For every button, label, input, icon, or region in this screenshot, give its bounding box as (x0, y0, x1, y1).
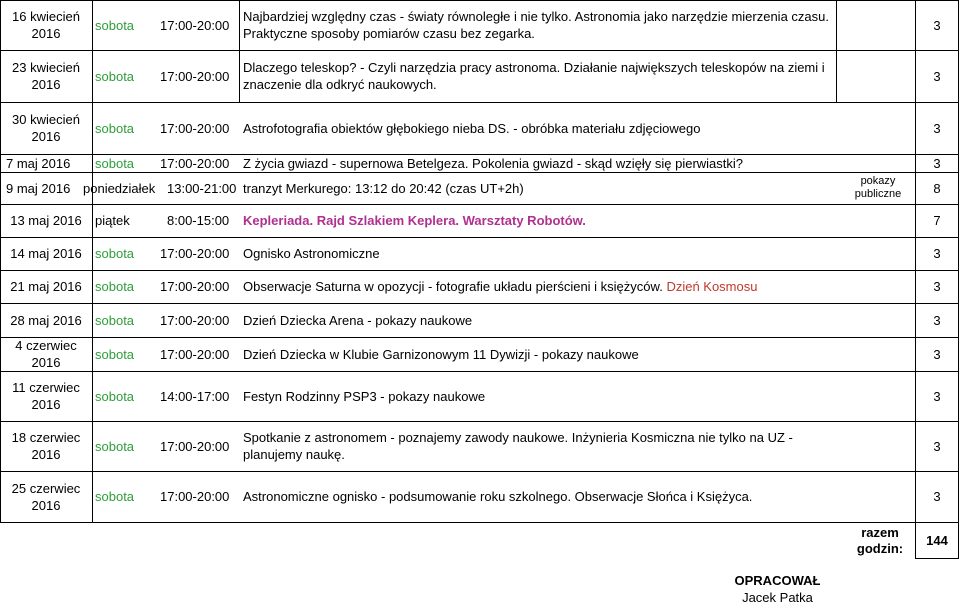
hours-cell: 3 (933, 120, 941, 136)
day-cell: sobota (95, 17, 135, 33)
day-cell: sobota (95, 388, 135, 404)
time-cell: 8:00-15:00 (167, 213, 230, 228)
day-cell: sobota (95, 489, 135, 504)
time-cell: 17:00-20:00 (160, 312, 230, 328)
time-cell: 13:00-21:00 (167, 180, 237, 196)
date-cell: 21 maj 2016 (10, 279, 82, 294)
day-cell: sobota (95, 68, 135, 84)
date-cell: 7 maj 2016 (6, 155, 71, 171)
hours-cell: 7 (933, 213, 941, 228)
hours-cell: 3 (933, 155, 941, 171)
total-value: 144 (915, 522, 959, 559)
author-name: Jacek Patka (742, 589, 813, 605)
topic-cell: Dlaczego teleskop? - Czyli narzędzia pracy astronoma. Działanie największych teleskopów na ziemi i znaczenie dla odkryć naukowych. (243, 60, 825, 92)
day-cell: piątek (95, 213, 130, 228)
column-divider (92, 0, 93, 522)
hours-cell: 3 (933, 489, 941, 504)
day-cell: sobota (95, 246, 135, 261)
time-cell: 17:00-20:00 (160, 17, 230, 33)
total-label: razem godzin: (856, 524, 904, 556)
topic-cell (243, 270, 903, 303)
time-cell: 17:00-20:00 (160, 489, 230, 504)
time-cell: 17:00-20:00 (160, 155, 230, 171)
topic-cell: Dzień Dziecka Arena - pokazy naukowe (243, 312, 473, 328)
time-cell: 17:00-20:00 (160, 438, 230, 454)
hours-cell: 3 (933, 388, 941, 404)
topic-cell: tranzyt Merkurego: 13:12 do 20:42 (czas UT+2h) (243, 180, 524, 196)
topic-cell: Kepleriada. Rajd Szlakiem Keplera. Warsztaty Robotów. (243, 213, 586, 228)
hours-cell: 3 (933, 68, 941, 84)
hours-cell: 3 (933, 279, 941, 294)
time-cell: 14:00-17:00 (160, 388, 230, 404)
hours-cell: 3 (933, 312, 941, 328)
hours-cell: 3 (933, 438, 941, 454)
day-cell: sobota (95, 346, 135, 362)
column-divider (239, 0, 240, 50)
time-cell: 17:00-20:00 (160, 279, 230, 294)
topic-cell: Z życia gwiazd - supernowa Betelgeza. Pokolenia gwiazd - skąd wzięły się pierwiastki? (243, 155, 744, 171)
date-cell: 28 maj 2016 (10, 312, 82, 328)
time-cell: 17:00-20:00 (160, 68, 230, 84)
day-cell: sobota (95, 312, 135, 328)
date-cell: 25 czerwiec 2016 (11, 480, 81, 513)
date-cell: 13 maj 2016 (10, 213, 82, 228)
topic-text: Obserwacje Saturna w opozycji - fotografie układu pierścieni i księżyców. (243, 279, 663, 294)
day-cell: sobota (95, 155, 135, 171)
date-cell: 4 czerwiec 2016 (15, 338, 77, 370)
topic-cell: Najbardziej względny czas - światy równoległe i nie tylko. Astronomia jako narzędzie mierzenia czasu. Praktyczne sposoby pomiarów czasu bez zegarka. (243, 9, 829, 41)
hours-cell: 3 (933, 17, 941, 33)
prepared-by-label: OPRACOWAŁ (734, 572, 821, 588)
time-cell: 17:00-20:00 (160, 246, 230, 261)
date-cell: 14 maj 2016 (10, 246, 82, 261)
topic-cell: Ognisko Astronomiczne (243, 246, 380, 261)
column-divider (836, 0, 837, 102)
day-cell: sobota (95, 279, 135, 294)
topic-cell: Astrofotografia obiektów głębokiego nieba DS. - obróbka materiału zdjęciowego (243, 120, 701, 136)
time-cell: 17:00-20:00 (160, 346, 230, 362)
day-cell: sobota (95, 438, 135, 454)
date-cell: 18 czerwiec 2016 (11, 430, 81, 462)
date-cell: 30 kwiecień 2016 (12, 112, 80, 144)
hours-cell: 3 (933, 246, 941, 261)
hours-cell: 3 (933, 346, 941, 362)
date-cell: 9 maj 2016 (6, 180, 71, 196)
topic-cell: Dzień Dziecka w Klubie Garnizonowym 11 Dywizji - pokazy naukowe (243, 346, 639, 362)
note-cell: pokazy publiczne (854, 175, 902, 200)
column-divider (239, 50, 240, 102)
date-cell: 23 kwiecień 2016 (12, 60, 80, 92)
hours-cell: 8 (933, 180, 941, 196)
topic-cell: Astronomiczne ognisko - podsumowanie roku szkolnego. Obserwacje Słońca i Księżyca. (243, 489, 753, 504)
time-cell: 17:00-20:00 (160, 120, 230, 136)
day-cell: poniedziałek (83, 180, 156, 196)
day-cell: sobota (95, 120, 135, 136)
topic-cell: Festyn Rodzinny PSP3 - pokazy naukowe (243, 388, 486, 404)
row-divider (0, 522, 959, 523)
date-cell: 16 kwiecień 2016 (12, 9, 80, 41)
dzien-kosmosu-label: Dzień Kosmosu (666, 279, 758, 294)
topic-cell: Spotkanie z astronomem - poznajemy zawody naukowe. Inżynieria Kosmiczna nie tylko na UZ - planujemy naukę. (243, 430, 793, 462)
date-cell: 11 czerwiec 2016 (12, 380, 80, 412)
